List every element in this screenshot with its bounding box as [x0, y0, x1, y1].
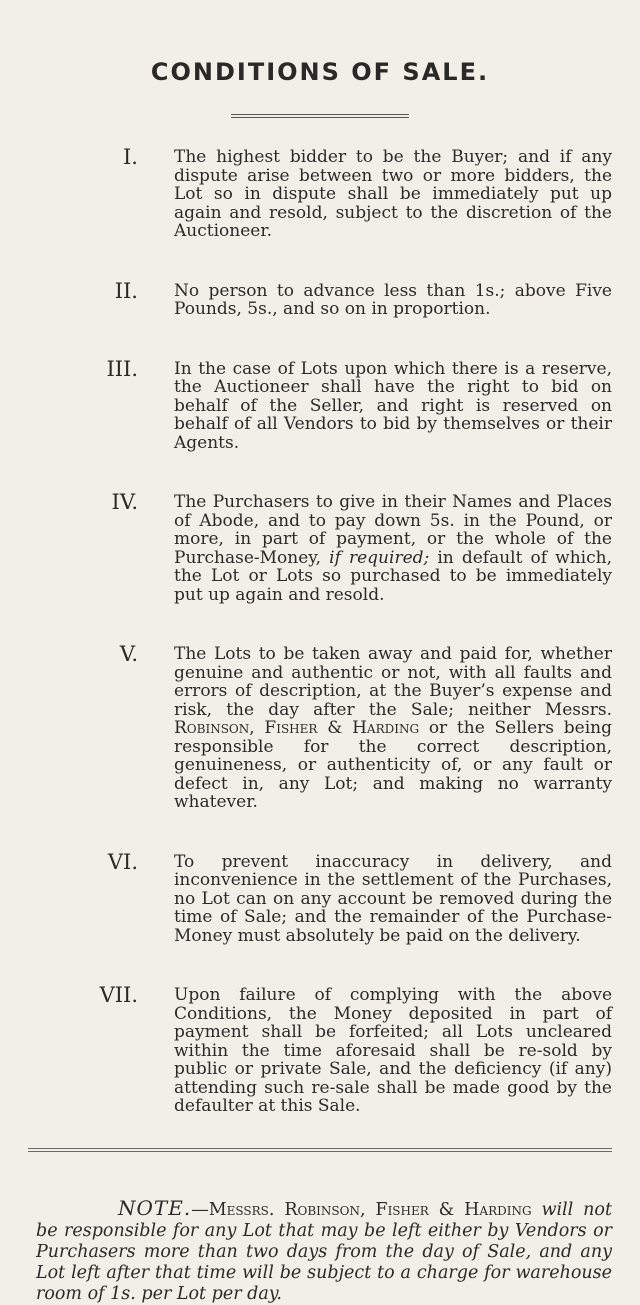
condition-item	[0, 849, 640, 946]
condition-item	[0, 356, 640, 453]
condition-numeral: I.	[123, 145, 138, 169]
condition-numeral: VII.	[99, 983, 138, 1007]
conditions-list	[0, 145, 640, 1116]
condition-numeral: V.	[119, 642, 138, 666]
condition-item	[0, 278, 640, 319]
condition-numeral: III.	[106, 356, 138, 381]
condition-text-italic: if required;	[329, 547, 430, 568]
condition-item	[0, 983, 640, 1116]
condition-numeral: IV.	[111, 490, 138, 514]
condition-text: No person to advance less than 1s.; above Five Pounds, 5s., and so on in proportion.	[174, 280, 612, 319]
condition-text-before: The Purchasers to give in their Names and Places of Abode, and to pay down 5s. in the Pound, or more, in part of payment, or the whole of the Purchase-Money,	[174, 492, 612, 568]
condition-text: In the case of Lots upon which there is a reserve, the Auctioneer shall have the right to bid on behalf of the Seller, and right is reserved on behalf of all Vendors to bid by themselves or their Agents.	[174, 358, 612, 453]
footer-note	[36, 1195, 612, 1305]
condition-numeral: VI.	[107, 849, 138, 874]
note-names: Messrs. Robinson, Fisher & Harding	[208, 1199, 532, 1220]
condition-text-after: or the Sellers being responsible for the correct description, genuineness, or authenticity of, or any fault or defect in, any Lot; and making no warranty whatever.	[174, 718, 612, 812]
condition-text: Upon failure of complying with the above Conditions, the Money deposited in part of payment shall be forfeited; all Lots uncleared within the time aforesaid shall be re-sold by public or private Sale, and the deficiency (if any) attending such re-sale shall be made good by the defaulter at this Sale.	[174, 985, 612, 1116]
condition-item	[0, 145, 640, 241]
note-label: NOTE.	[118, 1195, 192, 1220]
condition-item	[0, 490, 640, 605]
auctioneer-names: Robinson, Fisher & Harding	[174, 718, 420, 738]
title-divider	[231, 114, 409, 118]
condition-item	[0, 642, 640, 812]
condition-text: The highest bidder to be the Buyer; and if any dispute arise between two or more bidders, the Lot so in dispute shall be immediately put up again and resold, subject to the discretion of the Auctioneer.	[174, 147, 612, 241]
page-title: CONDITIONS OF SALE.	[150, 58, 490, 86]
condition-text-before: The Lots to be taken away and paid for, whether genuine and authentic or not, with all faults and errors of description, at the Buyer’s expense and risk, the day after the Sale; neither Messrs.	[174, 644, 612, 720]
note-dash: —	[191, 1199, 209, 1220]
condition-numeral: II.	[114, 278, 138, 303]
footer-divider	[28, 1148, 612, 1152]
condition-text: To prevent inaccuracy in delivery, and inconvenience in the settlement of the Purchases, no Lot can on any account be removed during the time of Sale; and the remainder of the Purchase-Money must absolutely be paid on the delivery.	[174, 851, 612, 946]
note-text: will not be responsible for any Lot that may be left either by Vendors or Purchasers more than two days from the day of Sale, and any Lot left after that time will be subject to a charge for warehouse room of 1s. per Lot per day.	[36, 1199, 612, 1304]
condition-text-after: in default of which, the Lot or Lots so purchased to be immediately put up again and resold.	[174, 547, 612, 605]
